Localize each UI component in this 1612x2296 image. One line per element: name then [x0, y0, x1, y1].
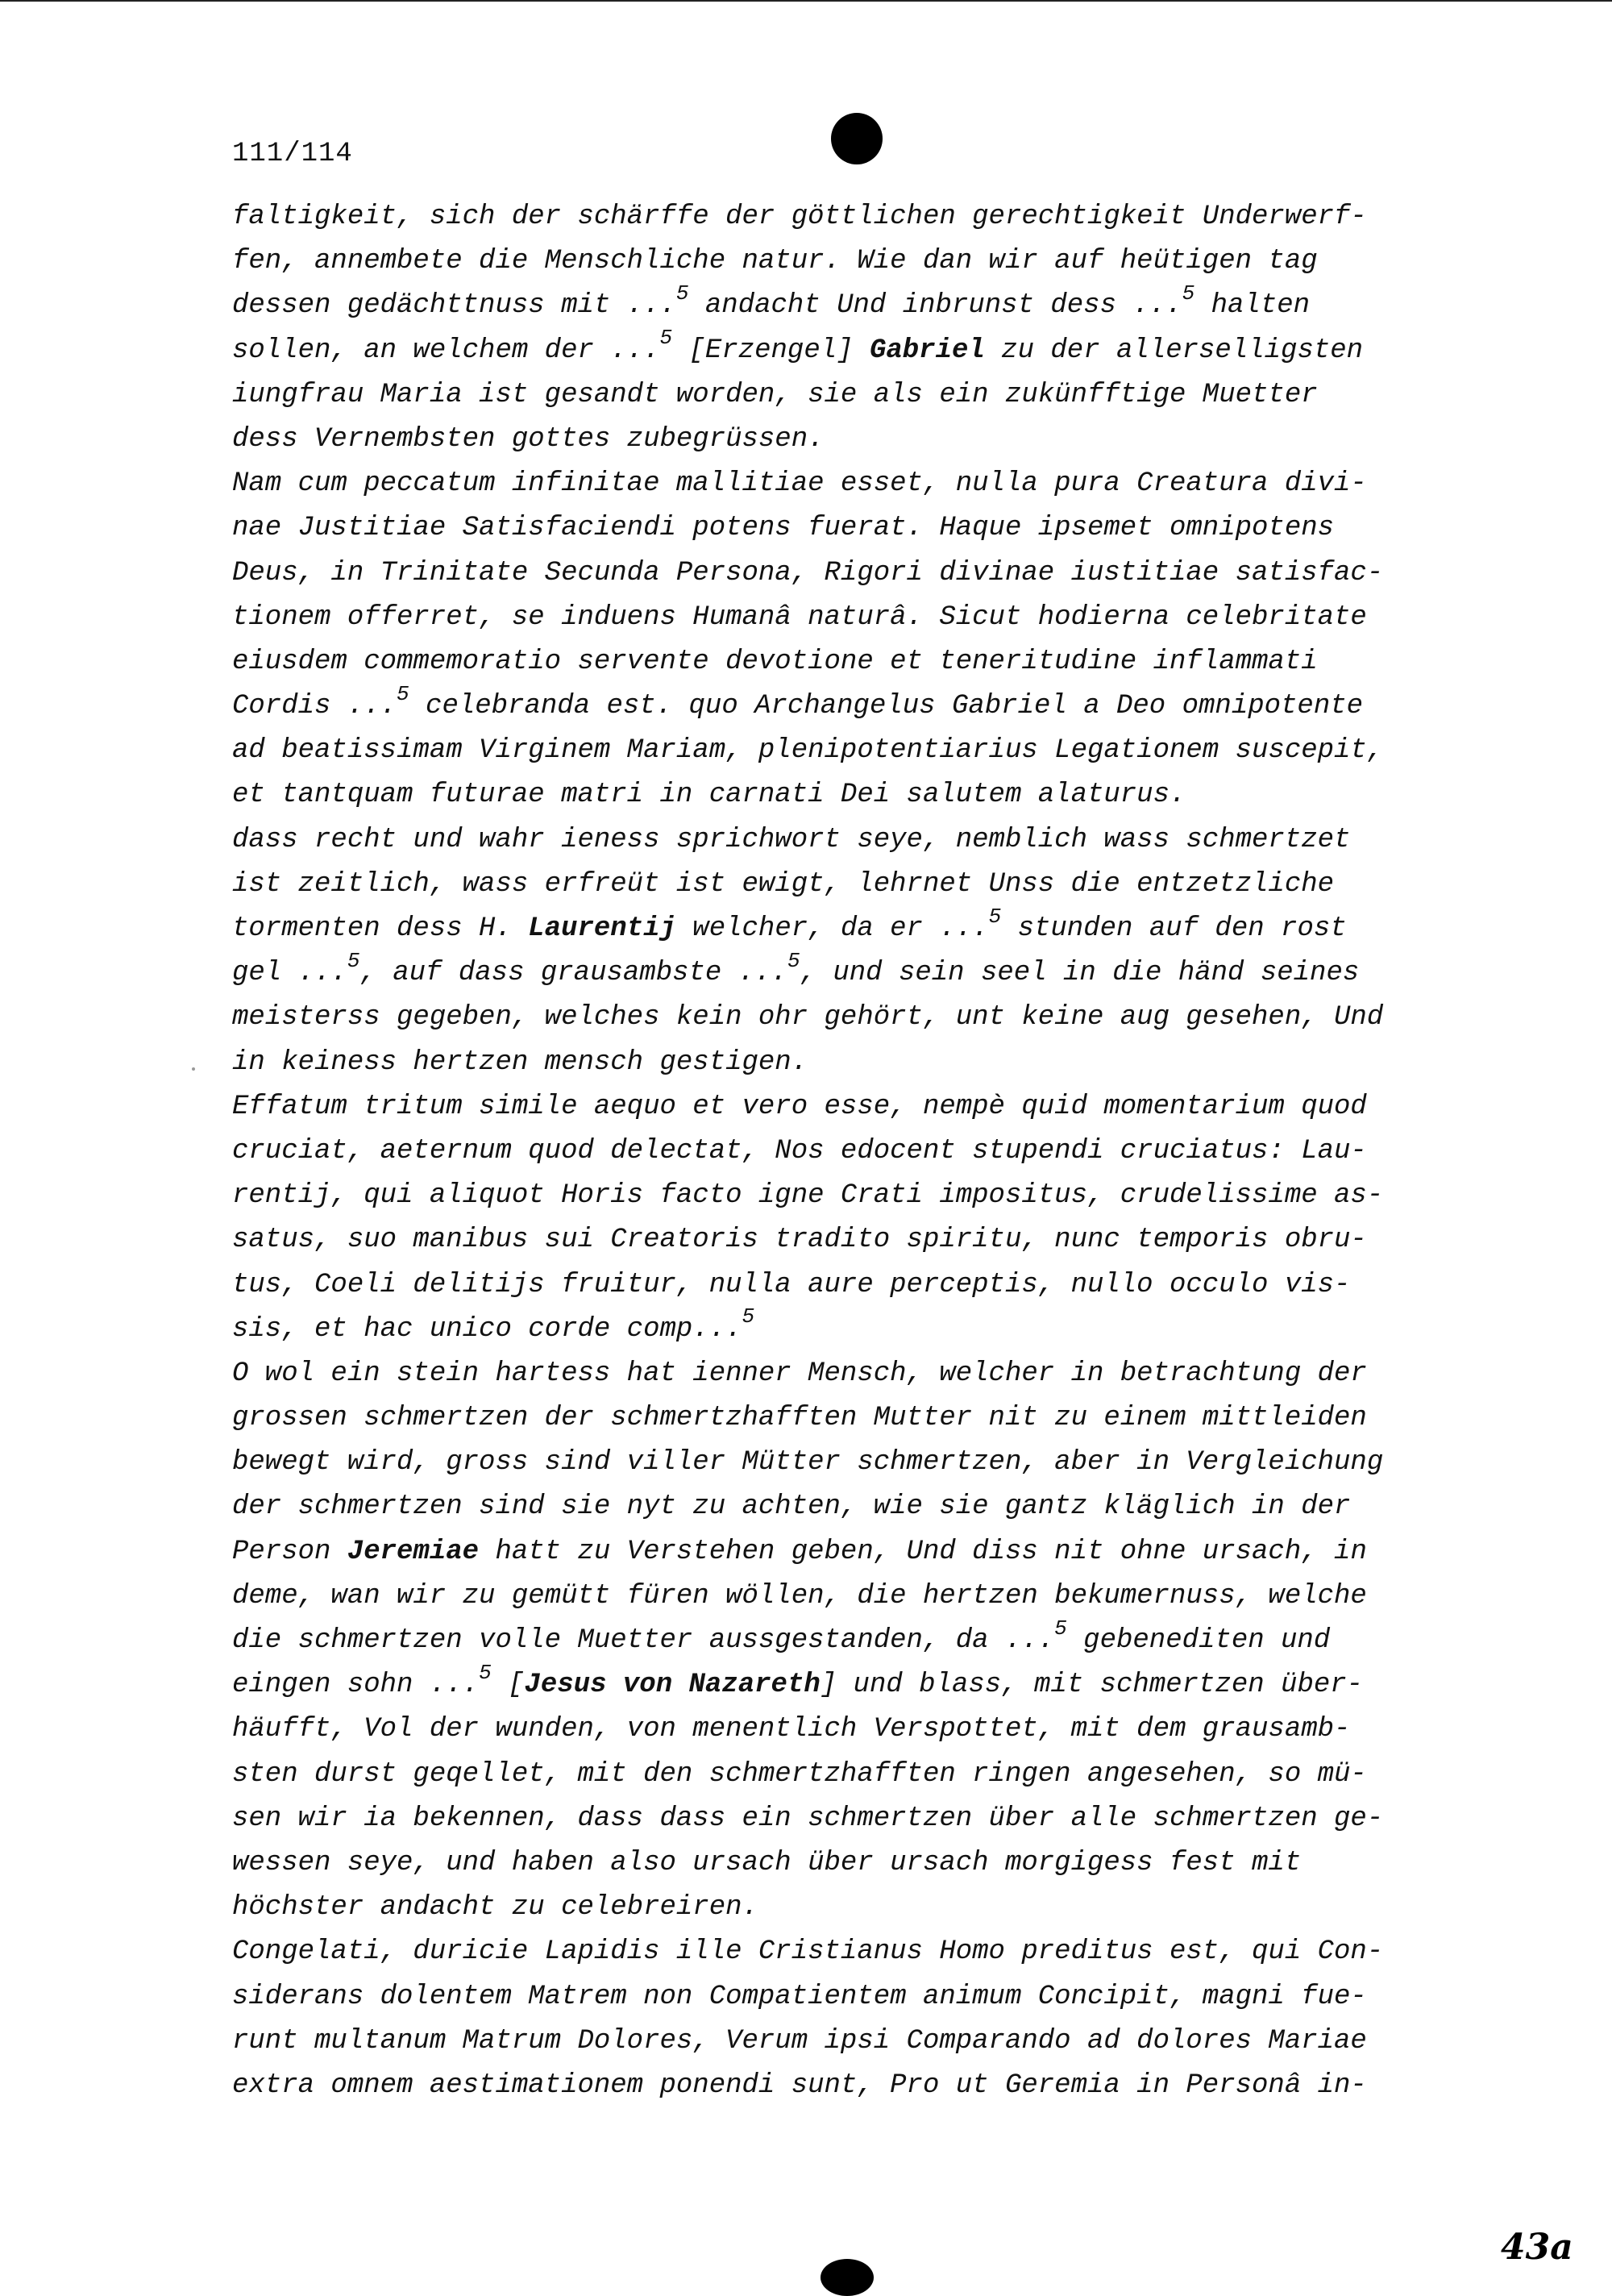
text-line: [232, 863, 1473, 907]
text-line: [232, 996, 1473, 1040]
text-segment: celebranda est. quo Archangelus Gabriel a Deo omnipotente: [409, 691, 1364, 722]
text-line: [232, 1304, 1473, 1352]
text-line: [232, 418, 1473, 462]
text-segment: sen wir ia bekennen, dass dass ein schmertzen über alle schmertzen ge-: [232, 1803, 1384, 1834]
text-segment: grossen schmertzen der schmertzhafften Mutter nit zu einem mittleiden: [232, 1403, 1367, 1434]
text-segment: cruciat, aeternum quod delectat, Nos edocent stupendi cruciatus: Lau-: [232, 1135, 1367, 1167]
text-segment: bewegt wird, gross sind viller Mütter schmertzen, aber in Vergleichung: [232, 1447, 1384, 1479]
footnote-marker: 5: [397, 681, 409, 706]
text-segment: höchster andacht zu celebreiren.: [232, 1892, 758, 1924]
text-segment: eingen sohn ...: [232, 1670, 480, 1701]
text-segment: tormenten dess H.: [232, 913, 529, 944]
text-line: [232, 1085, 1473, 1129]
footnote-marker: 5: [742, 1304, 755, 1329]
text-segment: sollen, an welchem der ...: [232, 335, 660, 366]
text-line: [232, 1707, 1473, 1752]
text-line: [232, 281, 1473, 328]
text-line: [232, 551, 1473, 596]
text-segment: tus, Coeli delitijs fruitur, nulla aure perceptis, nullo occulo vis-: [232, 1269, 1351, 1300]
footnote-marker: 5: [675, 281, 689, 306]
text-segment: runt multanum Matrum Dolores, Verum ipsi Comparando ad dolores Mariae: [232, 2025, 1367, 2057]
footnote-marker: 5: [787, 948, 800, 973]
text-line: [232, 1396, 1473, 1441]
text-segment: sten durst geqellet, mit den schmertzhafften ringen angesehen, so mü-: [232, 1758, 1367, 1790]
text-segment: halten: [1194, 290, 1311, 322]
text-line: [232, 729, 1473, 773]
text-line: [232, 1218, 1473, 1262]
text-line: [232, 195, 1473, 239]
text-segment: siderans dolentem Matrem non Compatientem animum Concipit, magni fue-: [232, 1981, 1367, 2012]
text-line: [232, 1352, 1473, 1396]
text-segment: häufft, Vol der wunden, von menentlich Verspottet, mit dem grausamb-: [232, 1714, 1351, 1745]
bold-name: Gabriel: [869, 335, 985, 366]
text-line: [232, 2019, 1473, 2064]
text-segment: O wol ein stein hartess hat ienner Mensch, welcher in betrachtung der: [232, 1358, 1367, 1389]
text-line: [232, 1041, 1473, 1085]
text-segment: tionem offerret, se induens Humanâ naturâ. Sicut hodierna celebritate: [232, 601, 1367, 633]
text-segment: extra omnem aestimationem ponendi sunt, Pro ut Geremia in Personâ in-: [232, 2069, 1367, 2101]
text-segment: gel ...: [232, 958, 347, 989]
text-segment: iungfrau Maria ist gesandt worden, sie als ein zukünfftige Muetter: [232, 379, 1318, 410]
text-line: [232, 1975, 1473, 2019]
footnote-marker: 5: [479, 1660, 492, 1685]
text-line: [232, 681, 1473, 729]
text-segment: et tantquam futurae matri in carnati Dei salutem alaturus.: [232, 780, 1186, 811]
punch-hole-bottom: [821, 2259, 874, 2296]
text-segment: Deus, in Trinitate Secunda Persona, Rigori divinae iustitiae satisfac-: [232, 557, 1384, 589]
text-line: [232, 462, 1473, 506]
bold-name: Jeremiae: [347, 1536, 480, 1567]
text-segment: Congelati, duricie Lapidis ille Cristianus Homo preditus est, qui Con-: [232, 1936, 1384, 1968]
text-line: [232, 1616, 1473, 1663]
text-line: [232, 1129, 1473, 1174]
text-segment: deme, wan wir zu gemütt füren wöllen, die hertzen bekumernuss, welche: [232, 1580, 1367, 1612]
text-segment: , auf dass grausambste ...: [359, 958, 787, 989]
footnote-marker: 5: [988, 904, 1002, 929]
text-segment: nae Justitiae Satisfaciendi potens fuerat. Haque ipsemet omnipotens: [232, 513, 1335, 544]
text-segment: welcher, da er ...: [675, 913, 989, 944]
text-segment: [: [491, 1670, 525, 1701]
punch-hole-top: [831, 113, 883, 164]
folio-mark: 43a: [1501, 2227, 1573, 2268]
bold-name: Laurentij: [528, 913, 676, 944]
bold-name: Jesus von Nazareth: [524, 1670, 821, 1701]
text-line: [232, 1530, 1473, 1574]
text-line: [232, 239, 1473, 284]
text-segment: ist zeitlich, wass erfreüt ist ewigt, lehrnet Unss die entzetzliche: [232, 868, 1335, 900]
text-segment: [Erzengel]: [672, 335, 870, 366]
text-line: [232, 1886, 1473, 1930]
margin-mark: [192, 1067, 195, 1071]
text-line: [232, 1441, 1473, 1485]
text-segment: ad beatissimam Virginem Mariam, plenipotentiarius Legationem suscepit,: [232, 735, 1384, 767]
text-line: [232, 1797, 1473, 1841]
text-segment: wessen seye, und haben also ursach über ursach morgigess fest mit: [232, 1847, 1302, 1878]
text-segment: dess Vernembsten gottes zubegrüssen.: [232, 423, 825, 455]
text-segment: Effatum tritum simile aequo et vero esse, nempè quid momentarium quod: [232, 1091, 1367, 1122]
text-segment: Person: [232, 1536, 347, 1567]
footnote-marker: 5: [1182, 281, 1195, 306]
text-line: [232, 818, 1473, 863]
text-line: [232, 640, 1473, 684]
text-segment: Cordis ...: [232, 691, 397, 722]
text-segment: Nam cum peccatum infinitae mallitiae esset, nulla pura Creatura divi-: [232, 468, 1367, 500]
text-line: [232, 506, 1473, 551]
footnote-marker: 5: [659, 326, 673, 351]
text-line: [232, 773, 1473, 817]
text-line: [232, 596, 1473, 640]
text-line: [232, 1574, 1473, 1619]
text-segment: dass recht und wahr ieness sprichwort seye, nemblich wass schmertzet: [232, 824, 1351, 855]
text-line: [232, 373, 1473, 418]
text-line: [232, 2064, 1473, 2108]
page-number: 111/114: [232, 139, 353, 169]
text-segment: dessen gedächttnuss mit ...: [232, 290, 676, 322]
text-line: [232, 1753, 1473, 1797]
footnote-marker: 5: [347, 948, 360, 973]
text-line: [232, 948, 1473, 996]
text-segment: hatt zu Verstehen geben, Und diss nit ohne ursach, in: [479, 1536, 1367, 1567]
body-text: [232, 195, 1473, 2108]
text-segment: satus, suo manibus sui Creatoris tradito spiritu, nunc temporis obru-: [232, 1225, 1367, 1256]
text-line: [232, 1174, 1473, 1218]
text-line: [232, 1660, 1473, 1707]
text-line: [232, 1841, 1473, 1886]
text-segment: in keiness hertzen mensch gestigen.: [232, 1046, 808, 1078]
text-segment: rentij, qui aliquot Horis facto igne Crati impositus, crudelissime as-: [232, 1180, 1384, 1212]
text-segment: meisterss gegeben, welches kein ohr gehört, unt keine aug gesehen, Und: [232, 1002, 1384, 1034]
text-line: [232, 904, 1473, 951]
text-segment: ] und blass, mit schmertzen über-: [820, 1670, 1364, 1701]
text-segment: fen, annembete die Menschliche natur. Wie dan wir auf heütigen tag: [232, 246, 1318, 277]
text-line: [232, 1485, 1473, 1529]
text-segment: , und sein seel in die händ seines: [800, 958, 1360, 989]
text-segment: sis, et hac unico corde comp...: [232, 1313, 742, 1345]
footnote-marker: 5: [1054, 1616, 1067, 1641]
text-segment: die schmertzen volle Muetter aussgestanden, da ...: [232, 1625, 1055, 1656]
text-segment: zu der allerselligsten: [984, 335, 1364, 366]
text-segment: der schmertzen sind sie nyt zu achten, wie sie gantz kläglich in der: [232, 1491, 1351, 1523]
text-line: [232, 1263, 1473, 1308]
text-segment: andacht Und inbrunst dess ...: [688, 290, 1182, 322]
text-line: [232, 1930, 1473, 1974]
text-segment: gebenediten und: [1066, 1625, 1331, 1656]
text-line: [232, 326, 1473, 373]
text-segment: eiusdem commemoratio servente devotione et teneritudine inflammati: [232, 646, 1318, 677]
text-segment: faltigkeit, sich der schärffe der göttlichen gerechtigkeit Underwerf-: [232, 202, 1367, 232]
text-segment: stunden auf den rost: [1001, 913, 1347, 944]
